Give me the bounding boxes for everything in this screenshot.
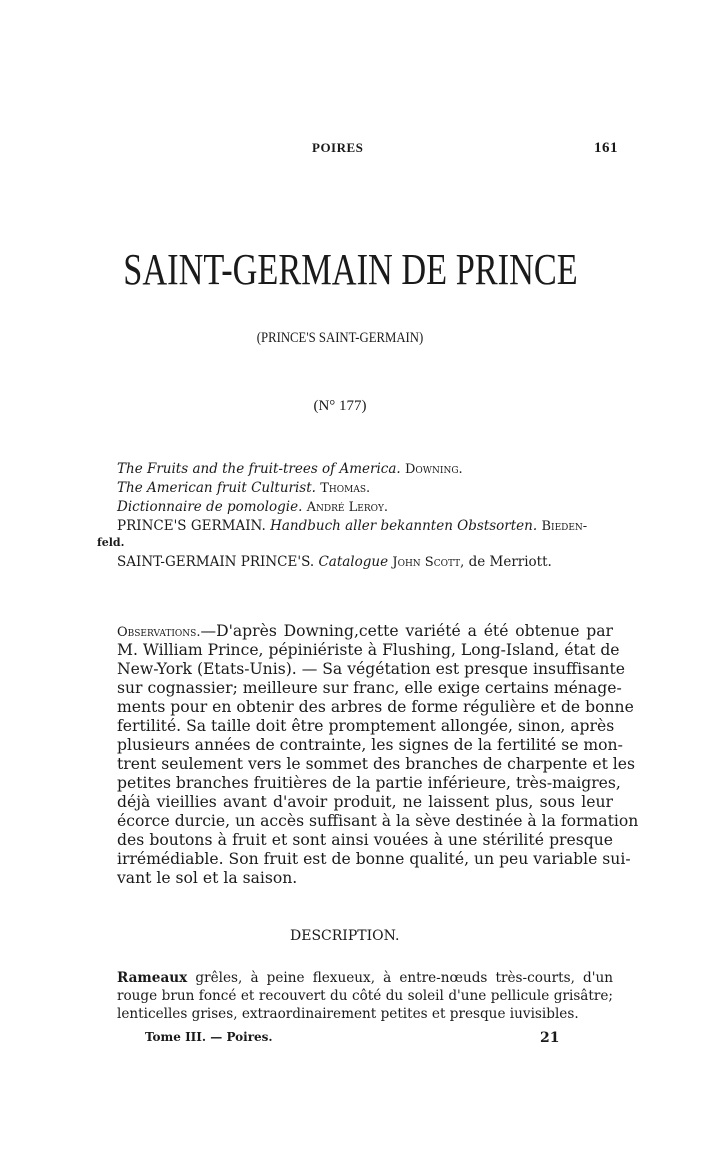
text-line: lenticelles grises, extraordinairement petites et presque iuvisibles. — [117, 1006, 579, 1022]
text-line: vant le sol et la saison. — [117, 869, 298, 887]
page-number: 161 — [594, 140, 618, 156]
description-heading: DESCRIPTION. — [290, 928, 400, 944]
variety-number: (N° 177) — [313, 398, 367, 414]
text-line: fertilité. Sa taille doit être promptement allongée, sinon, après — [117, 717, 615, 735]
text-line: trent seulement vers le sommet des branches de charpente et les — [117, 755, 636, 773]
text-line: ments pour en obtenir des arbres de forme régulière et de bonne — [117, 698, 634, 716]
page-title: SAINT-GERMAIN DE PRINCE — [123, 245, 578, 294]
text-line: déjà vieillies avant d'avoir produit, ne laissent plus, sous leur — [117, 793, 613, 811]
text-line: des boutons à fruit et sont ainsi vouées à une stérilité presque — [117, 831, 613, 849]
signature-mark: 21 — [540, 1030, 560, 1046]
text-line: écorce durcie, un accès suffisant à la sève destinée à la formation — [117, 812, 639, 830]
running-title: POIRES — [312, 140, 364, 155]
text-line: sur cognassier; meilleure sur franc, elle exige certains ménage- — [117, 679, 622, 697]
text-line: Rameaux grêles, à peine flexueux, à entre-nœuds très-courts, d'un — [117, 970, 613, 986]
subtitle: (PRINCE'S SAINT-GERMAIN) — [256, 330, 424, 346]
text-line: Observations.—D'après Downing,cette variété a été obtenue par — [117, 622, 613, 640]
text-line: irrémédiable. Son fruit est de bonne qualité, un peu variable sui- — [117, 850, 631, 868]
reference-item: The American fruit Culturist. Thomas. — [117, 480, 371, 496]
footer-volume: Tome III. — Poires. — [145, 1030, 273, 1044]
text-line: M. William Prince, pépiniériste à Flushing, Long-Island, état de — [117, 641, 620, 659]
reference-item: Dictionnaire de pomologie. André Leroy. — [117, 499, 389, 515]
text-line: plusieurs années de contrainte, les signes de la fertilité se mon- — [117, 736, 623, 754]
reference-item: SAINT-GERMAIN PRINCE'S. Catalogue John Scott, de Merriott. — [117, 554, 552, 570]
reference-item: The Fruits and the fruit-trees of America. Downing. — [117, 461, 463, 477]
text-line: New-York (Etats-Unis). — Sa végétation est presque insuffisante — [117, 660, 625, 678]
reference-continuation: feld. — [97, 536, 125, 549]
text-line: petites branches fruitières de la partie inférieure, très-maigres, — [117, 774, 621, 792]
reference-item: PRINCE'S GERMAIN. Handbuch aller bekannten Obstsorten. Bieden- — [117, 518, 588, 534]
text-line: rouge brun foncé et recouvert du côté du soleil d'une pellicule grisâtre; — [117, 988, 613, 1004]
